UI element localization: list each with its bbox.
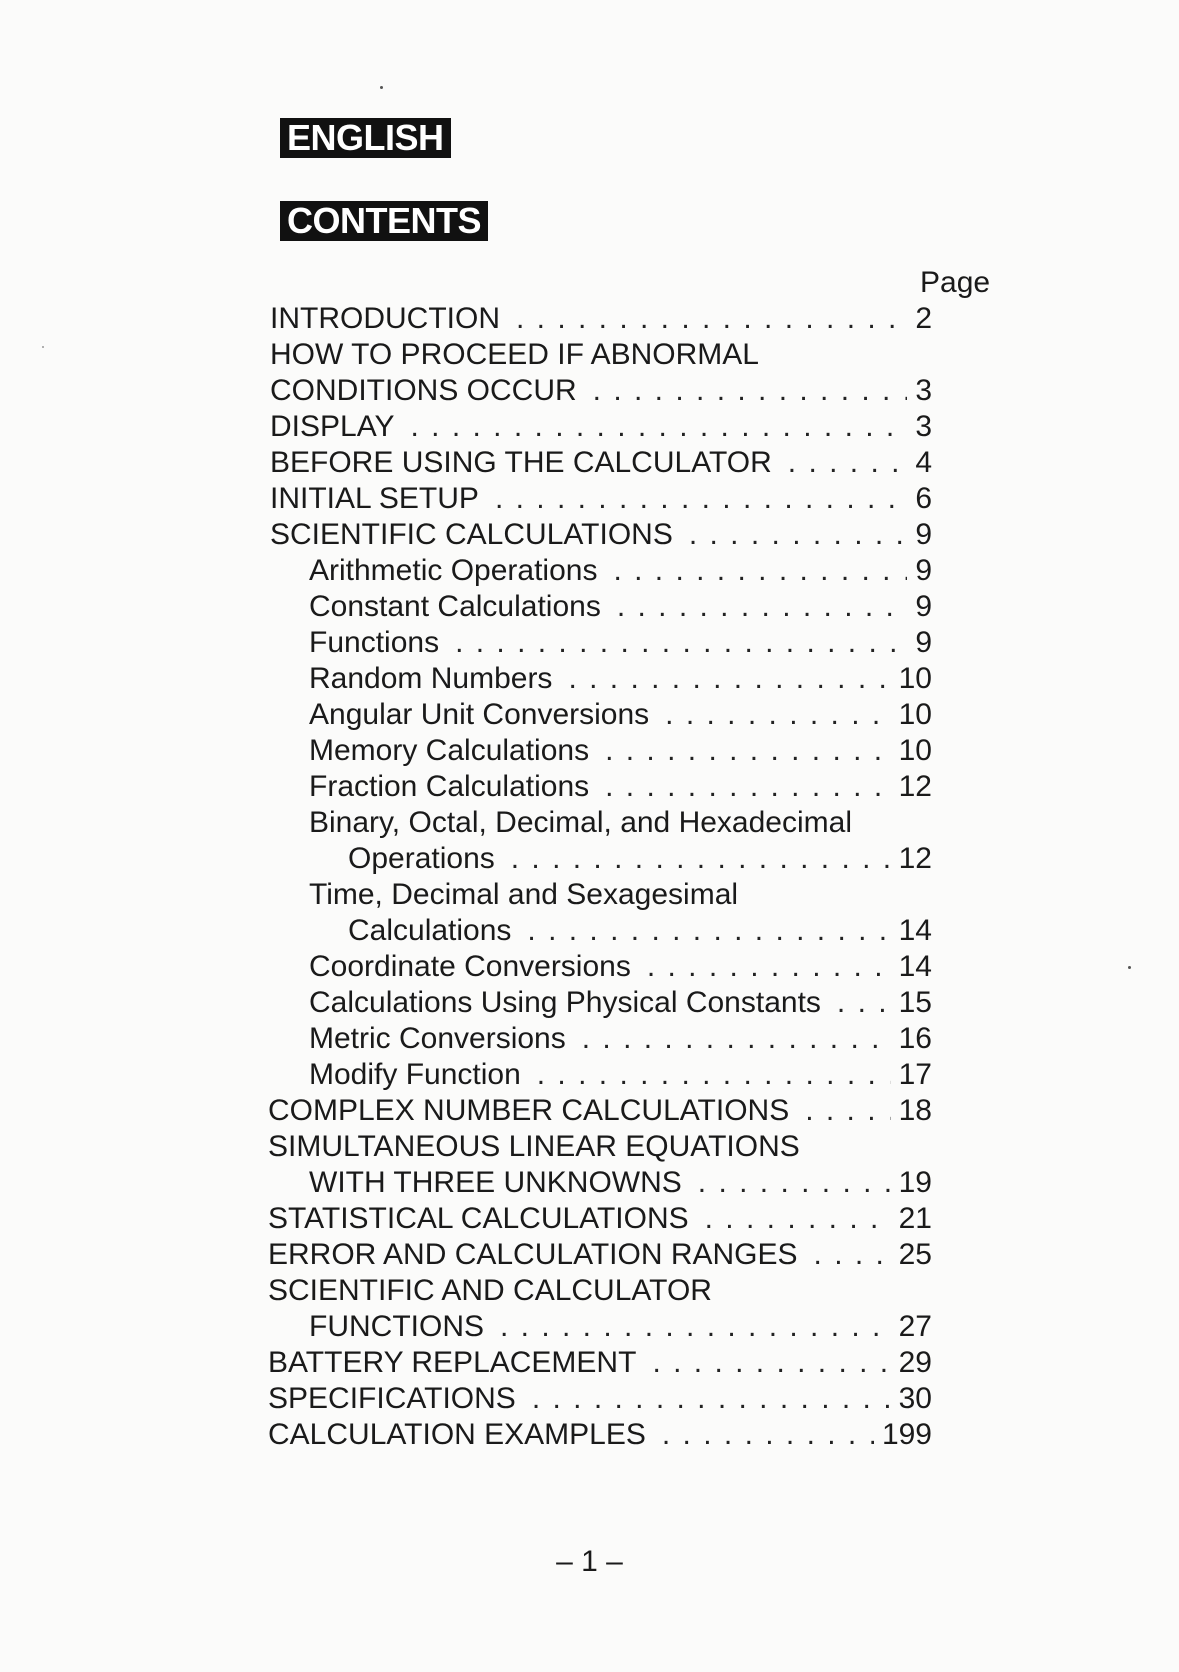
toc-entry-page: 2 [915,302,932,335]
toc-entry [309,878,932,912]
contents-heading: CONTENTS [280,201,488,241]
toc-entry-title: WITH THREE UNKNOWNS [309,1166,682,1199]
toc-entry [270,410,932,444]
toc-entry-title: Calculations Using Physical Constants [309,986,821,1019]
toc-entry-title: Metric Conversions [309,1022,566,1055]
toc-entry-title: FUNCTIONS [309,1310,484,1343]
toc-entry-page: 9 [915,626,932,659]
toc-entry [309,986,932,1020]
toc-entry-title: DISPLAY [270,410,395,443]
scan-speck [1128,966,1131,969]
toc-entry [268,1346,932,1380]
toc-entry-page: 15 [898,986,932,1019]
toc-entry [268,1382,932,1416]
toc-entry [268,1130,932,1164]
toc-entry [348,914,932,948]
toc-entry [268,1418,932,1452]
toc-entry-page: 12 [898,770,932,803]
toc-entry-title: ERROR AND CALCULATION RANGES [268,1238,798,1271]
toc-entry-title: CONDITIONS OCCUR [270,374,577,407]
toc-entry [268,1202,932,1236]
toc-entry-page: 14 [898,950,932,983]
toc-entry-title: Arithmetic Operations [309,554,598,587]
toc-entry-page: 4 [915,446,932,479]
toc-entry-page: 14 [898,914,932,947]
toc-entry [309,806,932,840]
toc-entry [270,482,932,516]
toc-entry-page: 9 [915,518,932,551]
page-number: – 1 – [556,1545,623,1578]
toc-entry-title: Memory Calculations [309,734,590,767]
toc-entry-page: 27 [898,1310,932,1343]
toc-entry-title: HOW TO PROCEED IF ABNORMAL [270,338,759,371]
toc-entry-title: Operations [348,842,495,875]
toc-entry [309,1310,932,1344]
toc-entry [268,1238,932,1272]
toc-entry-title: Angular Unit Conversions [309,698,650,731]
toc-entry-page: 16 [898,1022,932,1055]
toc-entry [270,338,932,372]
toc-entry [309,950,932,984]
toc-entry-title: Coordinate Conversions [309,950,631,983]
toc-entry [309,1022,932,1056]
toc-entry-page: 3 [915,374,932,407]
toc-entry-title: BATTERY REPLACEMENT [268,1346,637,1379]
toc-entry [348,842,932,876]
toc-entry-title: STATISTICAL CALCULATIONS [268,1202,689,1235]
toc-entry-page: 19 [898,1166,932,1199]
toc-entry-title: INITIAL SETUP [270,482,479,515]
scan-speck [42,346,44,348]
toc-entry [309,734,932,768]
toc-entry-title: SIMULTANEOUS LINEAR EQUATIONS [268,1130,800,1163]
toc-entry-page: 199 [881,1418,932,1451]
toc-entry-title: Constant Calculations [309,590,601,623]
toc-entry-title: Random Numbers [309,662,553,695]
toc-entry-title: SCIENTIFIC AND CALCULATOR [268,1274,712,1307]
toc-entry-title: Calculations [348,914,512,947]
toc-entry-page: 9 [915,554,932,587]
toc-entry [270,374,932,408]
toc-entry-page: 10 [898,662,932,695]
scan-speck [380,86,383,89]
toc-entry-title: SPECIFICATIONS [268,1382,516,1415]
toc-entry [268,1274,932,1308]
toc-entry-page: 10 [898,698,932,731]
toc-entry-page: 3 [915,410,932,443]
toc-entry [268,1094,932,1128]
toc-entry [309,590,932,624]
page-column-label: Page [920,266,991,299]
toc-entry-page: 6 [915,482,932,515]
toc-entry [309,626,932,660]
toc-entry [309,1166,932,1200]
toc-entry-title: Modify Function [309,1058,521,1091]
toc-entry-page: 29 [898,1346,932,1379]
toc-entry-page: 25 [898,1238,932,1271]
toc-entry-title: Functions [309,626,440,659]
toc-entry-title: BEFORE USING THE CALCULATOR [270,446,772,479]
toc-entry-page: 12 [898,842,932,875]
toc-entry [270,518,932,552]
toc-entry-page: 21 [898,1202,932,1235]
toc-entry-page: 30 [898,1382,932,1415]
language-heading: ENGLISH [280,118,451,158]
toc-entry-page: 17 [898,1058,932,1091]
toc-entry-title: Binary, Octal, Decimal, and Hexadecimal [309,806,852,839]
toc-entry [309,662,932,696]
toc-entry [309,1058,932,1092]
toc-entry-title: SCIENTIFIC CALCULATIONS [270,518,673,551]
toc-entry-page: 9 [915,590,932,623]
toc-entry-title: INTRODUCTION [270,302,500,335]
toc-entry [309,554,932,588]
toc-entry-page: 18 [898,1094,932,1127]
toc-entry-title: Time, Decimal and Sexagesimal [309,878,739,911]
toc-entry-title: COMPLEX NUMBER CALCULATIONS [268,1094,790,1127]
toc-entry [309,770,932,804]
toc-entry [309,698,932,732]
toc-entry-title: Fraction Calculations [309,770,590,803]
toc-entry [270,302,932,336]
toc-entry-page: 10 [898,734,932,767]
toc-entry [270,446,932,480]
toc-entry-title: CALCULATION EXAMPLES [268,1418,646,1451]
